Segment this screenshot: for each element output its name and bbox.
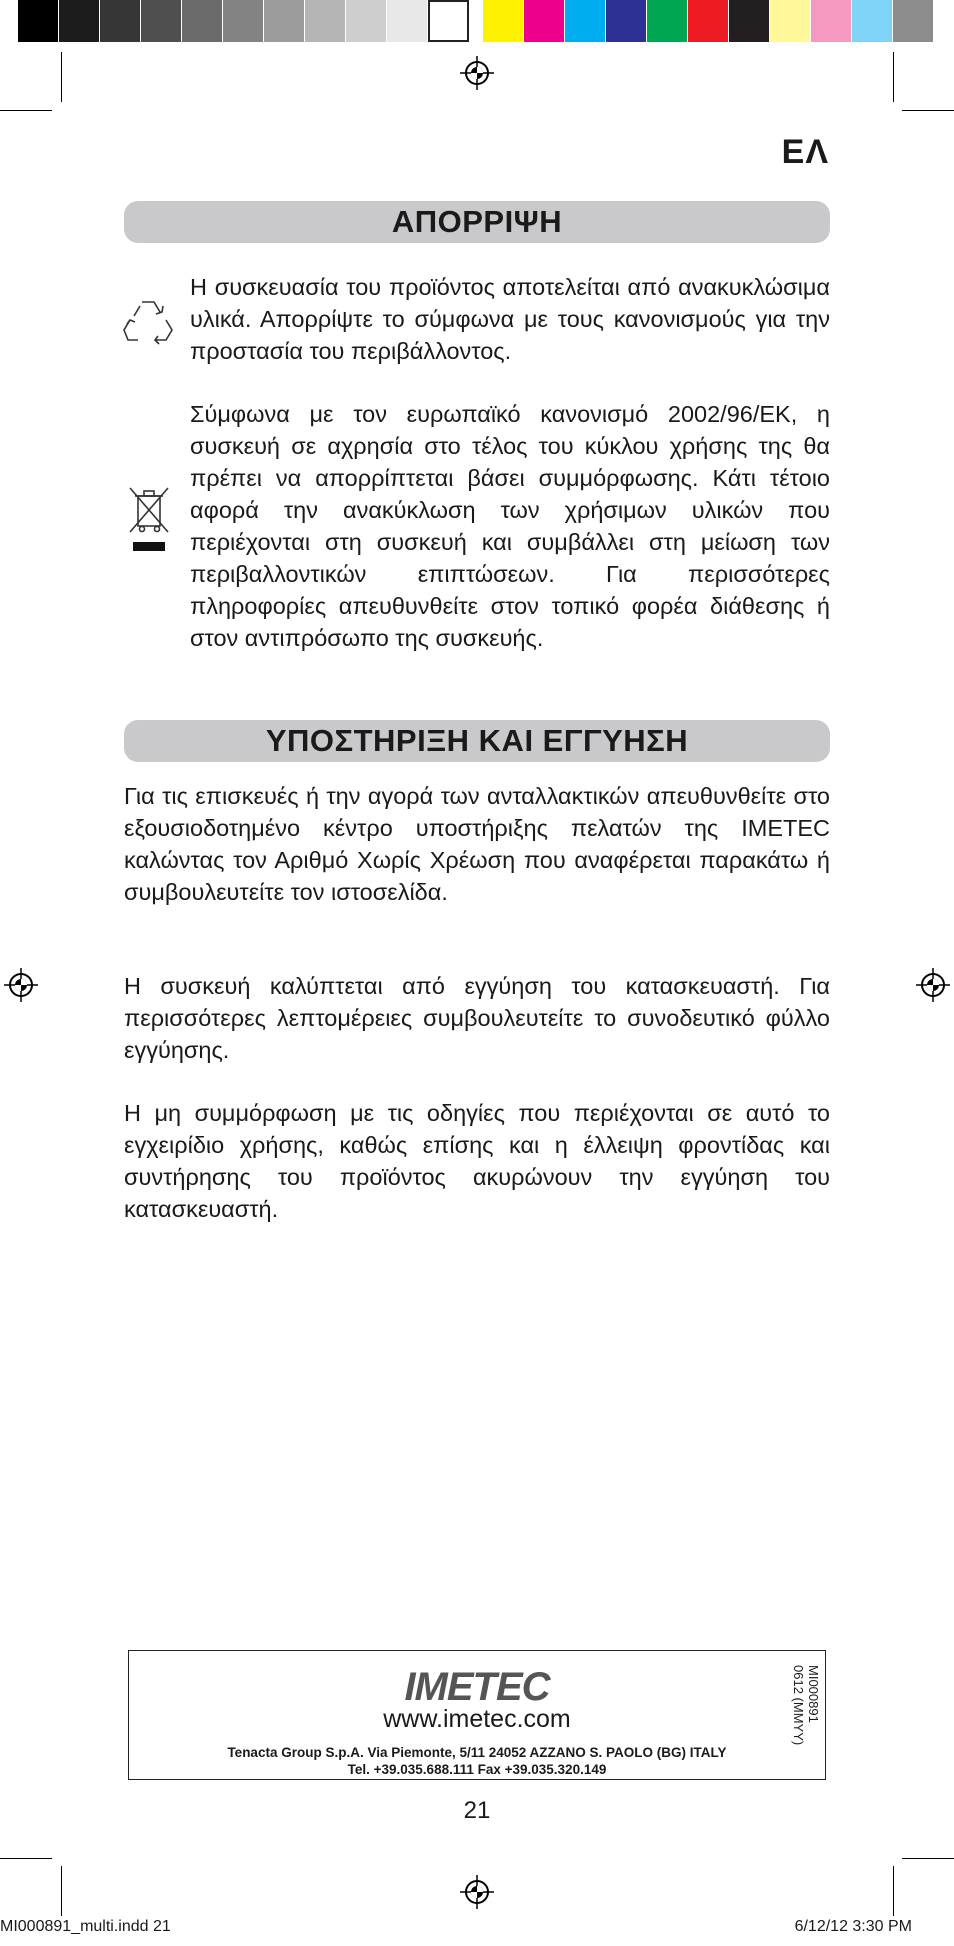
color-swatch bbox=[346, 0, 387, 42]
grayscale-color-bar bbox=[18, 0, 469, 42]
color-swatch bbox=[606, 0, 647, 42]
support-paragraph: Για τις επισκευές ή την αγορά των ανταλλακτικών απευθυνθείτε στο εξουσιοδοτημένο κέντρο υποστήριξης πελατών της IMETEC καλώντας τον Αριθμό Χωρίς Χρέωση που αναφέρεται παρακάτω ή συμβουλευτείτε τον ιστοσελίδα. bbox=[124, 783, 830, 905]
color-swatch bbox=[141, 0, 182, 42]
recycle-icon bbox=[122, 296, 174, 346]
document-code bbox=[791, 1665, 821, 1745]
crop-mark bbox=[61, 52, 62, 102]
color-swatch bbox=[428, 0, 469, 42]
crop-mark bbox=[902, 110, 954, 111]
color-swatch bbox=[18, 0, 59, 42]
crop-mark bbox=[893, 1866, 894, 1916]
document-code-date: 0612 (MMYY) bbox=[791, 1665, 806, 1746]
weee-disposal-text: Σύμφωνα με τον ευρωπαϊκό κανονισμό 2002/96/ΕΚ, η συσκευή σε αχρησία στο τέλος του κύκλου χρήσης της θα πρέπει να απορρίπτεται βάσει συμμόρφωσης. Κάτι τέτοιο αφορά την ανακύκλωση των χρήσιμων υλικών που περιέχονται στη συσκευή και συμβάλλει στη μείωση των περιβαλλοντικών επιπτώσεων. Για περισσότερες πληροφορίες απευθυνθείτε στον τοπικό φορέα διάθεσης ή στον αντιπρόσωπο της συσκευής. bbox=[190, 401, 830, 651]
process-color-bar bbox=[483, 0, 934, 42]
color-swatch bbox=[59, 0, 100, 42]
warranty-paragraph: Η συσκευή καλύπτεται από εγγύηση του κατασκευαστή. Για περισσότερες λεπτομέρειες συμβουλευτείτε το συνοδευτικό φύλλο εγγύησης. bbox=[124, 973, 830, 1063]
support-warranty-heading: ΥΠΟΣΤΗΡΙΞΗ ΚΑΙ ΕΓΓΥΗΣΗ bbox=[124, 720, 830, 762]
website-link[interactable]: www.imetec.com bbox=[383, 1705, 571, 1733]
registration-mark-icon bbox=[460, 1875, 494, 1909]
color-swatch bbox=[223, 0, 264, 42]
color-swatch bbox=[182, 0, 223, 42]
company-address: Tenacta Group S.p.A. Via Piemonte, 5/11 24052 AZZANO S. PAOLO (BG) ITALY bbox=[227, 1745, 727, 1760]
registration-mark-icon bbox=[916, 968, 950, 1002]
color-swatch bbox=[100, 0, 141, 42]
color-swatch bbox=[770, 0, 811, 42]
crop-mark bbox=[893, 52, 894, 102]
datetime-slug: 6/12/12 3:30 PM bbox=[794, 1918, 912, 1935]
crop-mark bbox=[61, 1866, 62, 1916]
color-swatch bbox=[264, 0, 305, 42]
color-swatch bbox=[305, 0, 346, 42]
language-code: ΕΛ bbox=[781, 133, 829, 171]
color-swatch bbox=[524, 0, 565, 42]
color-swatch bbox=[688, 0, 729, 42]
color-swatch bbox=[387, 0, 428, 42]
registration-mark-icon bbox=[4, 968, 38, 1002]
imetec-logo: IMETEC bbox=[404, 1665, 550, 1709]
disposal-heading: ΑΠΟΡΡΙΨΗ bbox=[124, 201, 830, 243]
document-code-id: MI000891 bbox=[806, 1665, 821, 1723]
company-phone-fax: Tel. +39.035.688.111 Fax +39.035.320.149 bbox=[347, 1762, 607, 1777]
crop-mark bbox=[902, 1858, 954, 1859]
color-swatch bbox=[811, 0, 852, 42]
registration-mark-icon bbox=[460, 56, 494, 90]
file-slug: MI000891_multi.indd 21 bbox=[0, 1918, 171, 1935]
color-swatch bbox=[893, 0, 934, 42]
color-swatch bbox=[852, 0, 893, 42]
color-swatch bbox=[483, 0, 524, 42]
crop-mark bbox=[0, 110, 52, 111]
page-number: 21 bbox=[463, 1797, 491, 1824]
packaging-disposal-text: Η συσκευασία του προϊόντος αποτελείται από ανακυκλώσιμα υλικά. Απορρίψτε το σύμφωνα με τους κανονισμούς για την προστασία του περιβάλλοντος. bbox=[190, 274, 830, 364]
color-swatch bbox=[647, 0, 688, 42]
color-swatch bbox=[565, 0, 606, 42]
warranty-void-paragraph: Η μη συμμόρφωση με τις οδηγίες που περιέχονται σε αυτό το εγχειρίδιο χρήσης, καθώς επίσης και η έλλειψη φροντίδας και συντήρησης του προϊόντος ακυρώνουν την εγγύηση του κατασκευαστή. bbox=[124, 1100, 830, 1222]
company-info-box bbox=[128, 1650, 826, 1780]
crossed-bin-icon bbox=[128, 486, 170, 554]
color-swatch bbox=[729, 0, 770, 42]
crop-mark bbox=[0, 1858, 52, 1859]
